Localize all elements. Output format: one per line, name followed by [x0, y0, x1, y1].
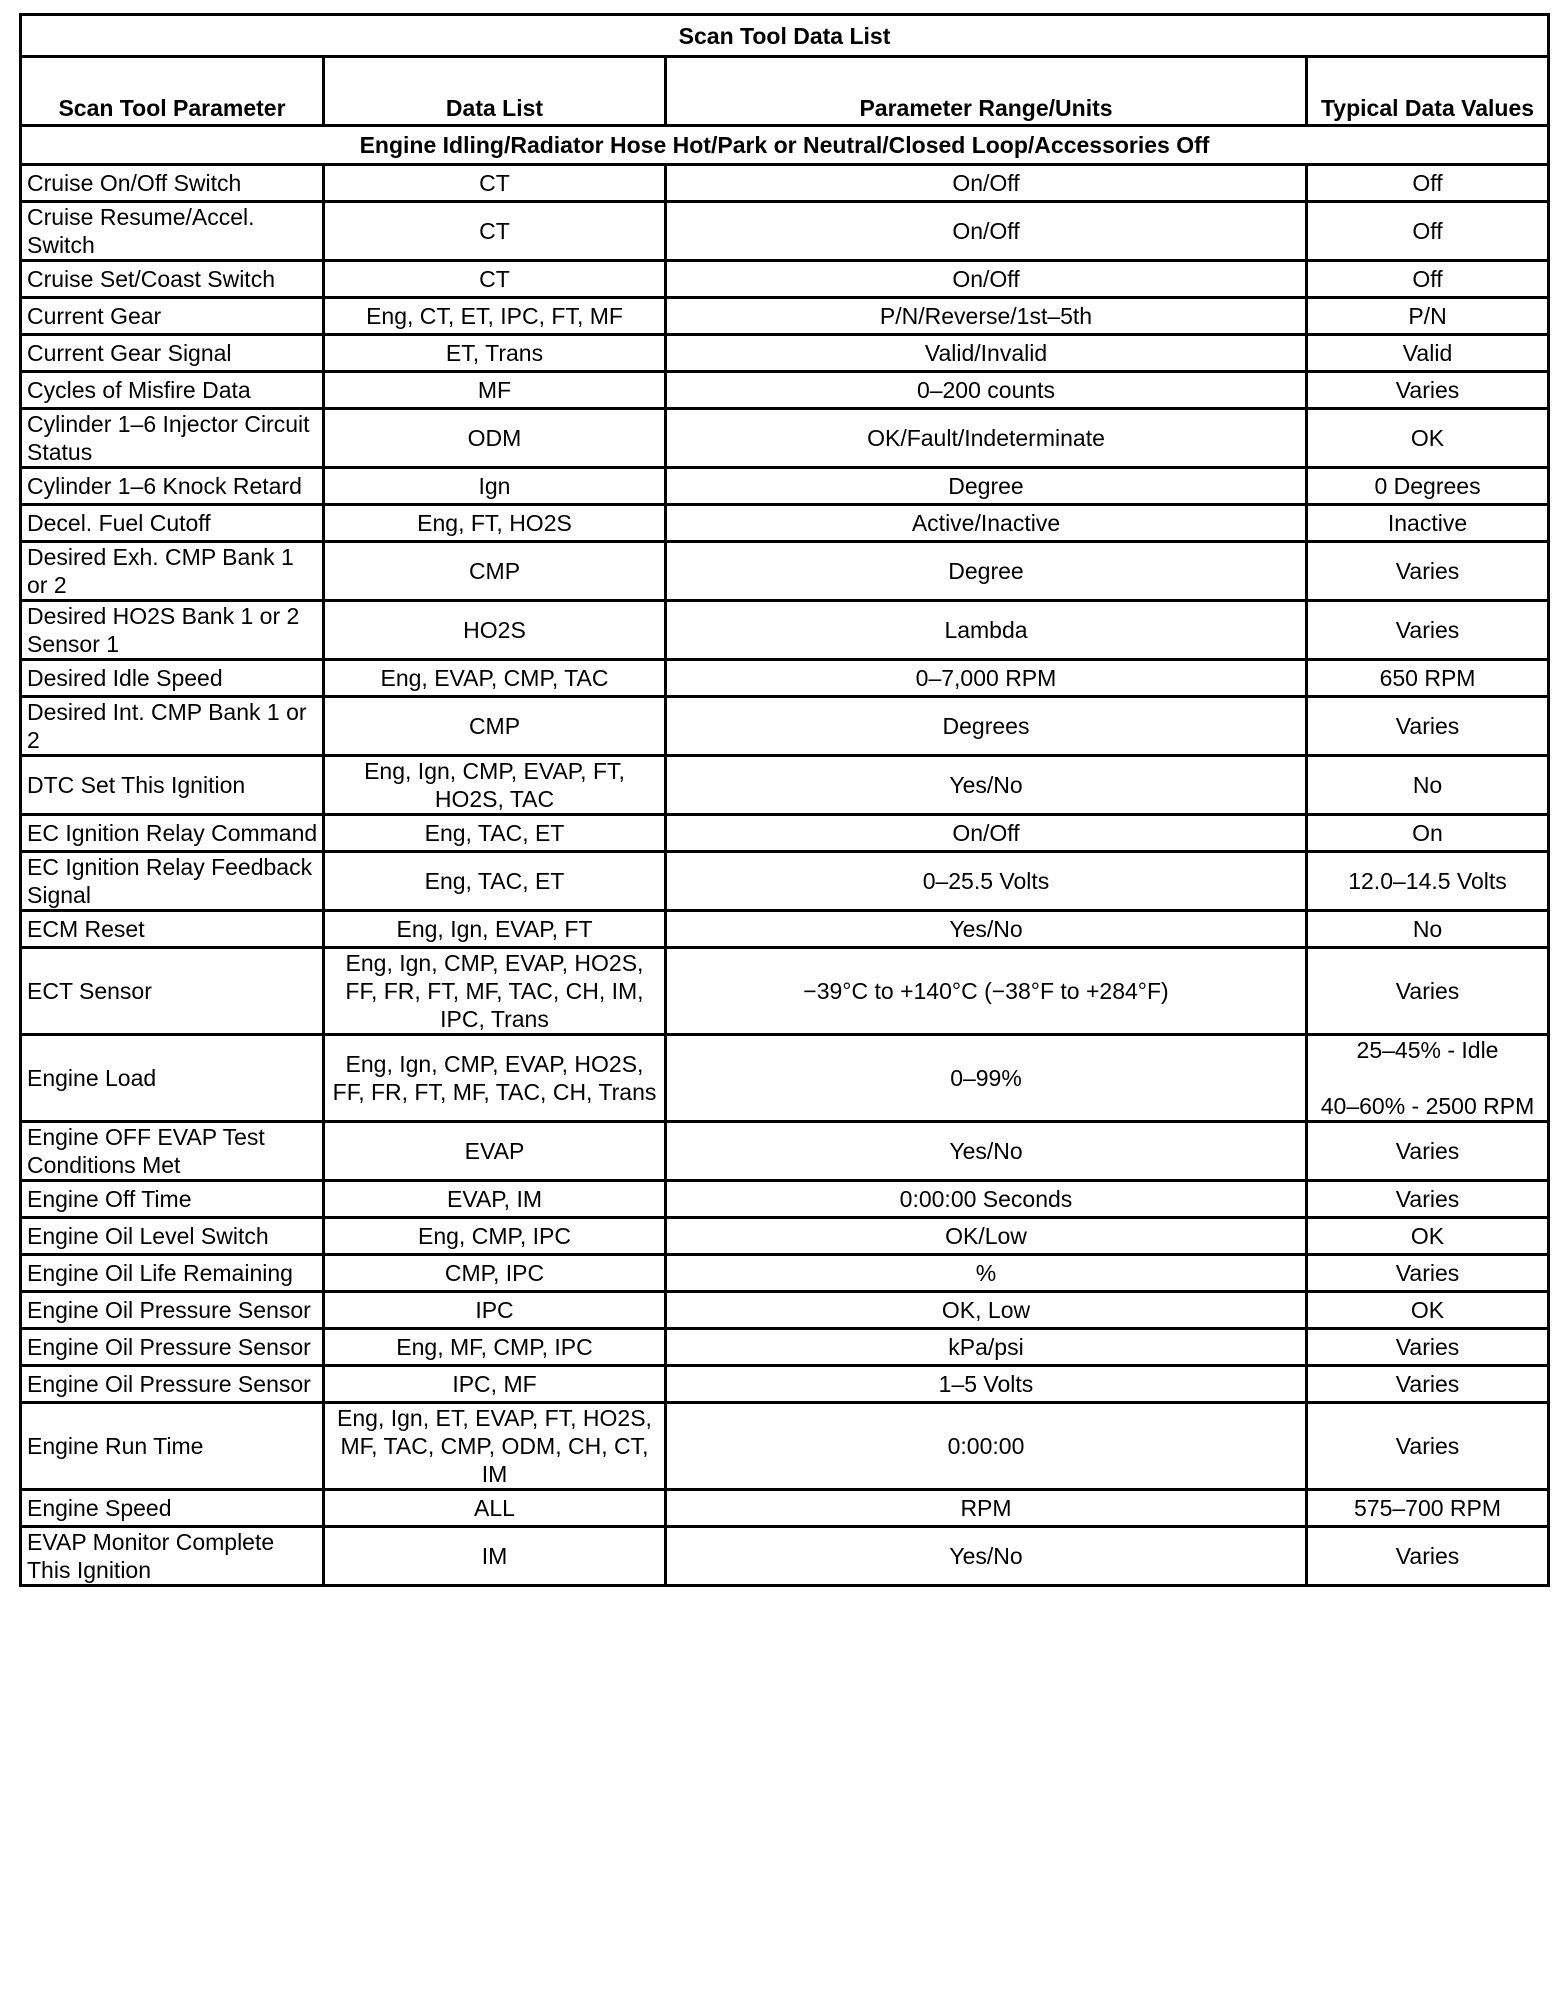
cell-typical-value: OK — [1307, 1218, 1549, 1255]
cell-range-units: 0:00:00 — [666, 1403, 1307, 1490]
table-row — [21, 660, 1549, 697]
cell-range-units: Yes/No — [666, 911, 1307, 948]
cell-typical-value: On — [1307, 815, 1549, 852]
cell-parameter: Cruise On/Off Switch — [21, 165, 324, 202]
cell-data-list: IM — [324, 1527, 666, 1586]
cell-range-units: 0–25.5 Volts — [666, 852, 1307, 911]
cell-typical-value: Varies — [1307, 697, 1549, 756]
cell-data-list: CMP, IPC — [324, 1255, 666, 1292]
table-row — [21, 1403, 1549, 1490]
cell-range-units: OK/Low — [666, 1218, 1307, 1255]
table-row — [21, 542, 1549, 601]
test-conditions: Engine Idling/Radiator Hose Hot/Park or Neutral/Closed Loop/Accessories Off — [21, 126, 1549, 165]
cell-data-list: MF — [324, 372, 666, 409]
table-row — [21, 409, 1549, 468]
cell-typical-value: Varies — [1307, 601, 1549, 660]
cell-typical-value: 0 Degrees — [1307, 468, 1549, 505]
cell-range-units: −39°C to +140°C (−38°F to +284°F) — [666, 948, 1307, 1035]
cell-typical-value: Varies — [1307, 1366, 1549, 1403]
table-row — [21, 1329, 1549, 1366]
table-row — [21, 261, 1549, 298]
cell-parameter: Cruise Set/Coast Switch — [21, 261, 324, 298]
table-row — [21, 1292, 1549, 1329]
header-parameter-range-units: Parameter Range/Units — [666, 57, 1307, 126]
cell-range-units: P/N/Reverse/1st–5th — [666, 298, 1307, 335]
cell-typical-value: Varies — [1307, 1255, 1549, 1292]
cell-parameter: Desired Idle Speed — [21, 660, 324, 697]
table-row — [21, 911, 1549, 948]
cell-parameter: Engine Speed — [21, 1490, 324, 1527]
cell-parameter: ECT Sensor — [21, 948, 324, 1035]
cell-data-list: CT — [324, 202, 666, 261]
cell-range-units: RPM — [666, 1490, 1307, 1527]
cell-data-list: HO2S — [324, 601, 666, 660]
cell-typical-value: No — [1307, 756, 1549, 815]
cell-range-units: Active/Inactive — [666, 505, 1307, 542]
cell-typical-value: Off — [1307, 261, 1549, 298]
header-scan-tool-parameter: Scan Tool Parameter — [21, 57, 324, 126]
cell-parameter: Desired HO2S Bank 1 or 2 Sensor 1 — [21, 601, 324, 660]
cell-data-list: Eng, Ign, CMP, EVAP, HO2S, FF, FR, FT, MF, TAC, CH, IM, IPC, Trans — [324, 948, 666, 1035]
cell-typical-value: Varies — [1307, 1527, 1549, 1586]
cell-parameter: DTC Set This Ignition — [21, 756, 324, 815]
cell-parameter: Engine Oil Level Switch — [21, 1218, 324, 1255]
header-typical-data-values: Typical Data Values — [1307, 57, 1549, 126]
table-row — [21, 601, 1549, 660]
table-row — [21, 298, 1549, 335]
cell-parameter: Engine OFF EVAP Test Conditions Met — [21, 1122, 324, 1181]
table-row — [21, 505, 1549, 542]
cell-parameter: Decel. Fuel Cutoff — [21, 505, 324, 542]
cell-parameter: Engine Run Time — [21, 1403, 324, 1490]
cell-parameter: Cylinder 1–6 Knock Retard — [21, 468, 324, 505]
cell-data-list: ODM — [324, 409, 666, 468]
cell-parameter: EC Ignition Relay Feedback Signal — [21, 852, 324, 911]
table-row — [21, 1255, 1549, 1292]
cell-range-units: Yes/No — [666, 1527, 1307, 1586]
cell-parameter: Engine Oil Pressure Sensor — [21, 1292, 324, 1329]
typical-value-spacer — [1312, 1064, 1543, 1092]
cell-range-units: Yes/No — [666, 1122, 1307, 1181]
table-row — [21, 1035, 1549, 1122]
typical-value-line: 25–45% - Idle — [1356, 1037, 1499, 1063]
cell-typical-value: Varies — [1307, 948, 1549, 1035]
cell-data-list: IPC — [324, 1292, 666, 1329]
cell-typical-value: 12.0–14.5 Volts — [1307, 852, 1549, 911]
table-row — [21, 1181, 1549, 1218]
cell-typical-value: Varies — [1307, 542, 1549, 601]
cell-typical-value: OK — [1307, 409, 1549, 468]
cell-range-units: 0–200 counts — [666, 372, 1307, 409]
cell-typical-value: Off — [1307, 202, 1549, 261]
cell-parameter: Desired Exh. CMP Bank 1 or 2 — [21, 542, 324, 601]
cell-parameter: Cylinder 1–6 Injector Circuit Status — [21, 409, 324, 468]
cell-data-list: IPC, MF — [324, 1366, 666, 1403]
cell-data-list: Eng, TAC, ET — [324, 852, 666, 911]
table-row — [21, 1122, 1549, 1181]
table-body — [21, 165, 1549, 1586]
cell-data-list: Eng, CMP, IPC — [324, 1218, 666, 1255]
cell-range-units: Valid/Invalid — [666, 335, 1307, 372]
cell-data-list: Eng, Ign, ET, EVAP, FT, HO2S, MF, TAC, CMP, ODM, CH, CT, IM — [324, 1403, 666, 1490]
cell-typical-value — [1307, 1035, 1549, 1122]
cell-range-units: 0–7,000 RPM — [666, 660, 1307, 697]
cell-range-units: On/Off — [666, 202, 1307, 261]
cell-typical-value: 575–700 RPM — [1307, 1490, 1549, 1527]
cell-data-list: EVAP, IM — [324, 1181, 666, 1218]
cell-range-units: On/Off — [666, 261, 1307, 298]
cell-data-list: Eng, TAC, ET — [324, 815, 666, 852]
cell-data-list: CT — [324, 165, 666, 202]
cell-data-list: CMP — [324, 542, 666, 601]
cell-data-list: Eng, Ign, CMP, EVAP, HO2S, FF, FR, FT, MF, TAC, CH, Trans — [324, 1035, 666, 1122]
cell-typical-value: P/N — [1307, 298, 1549, 335]
table-row — [21, 815, 1549, 852]
cell-range-units: On/Off — [666, 815, 1307, 852]
cell-data-list: CMP — [324, 697, 666, 756]
cell-range-units: kPa/psi — [666, 1329, 1307, 1366]
cell-typical-value: Varies — [1307, 1403, 1549, 1490]
cell-range-units: Lambda — [666, 601, 1307, 660]
cell-parameter: Desired Int. CMP Bank 1 or 2 — [21, 697, 324, 756]
scan-tool-data-table — [19, 13, 1550, 1587]
cell-data-list: Eng, MF, CMP, IPC — [324, 1329, 666, 1366]
table-row — [21, 165, 1549, 202]
table-row — [21, 1218, 1549, 1255]
cell-parameter: Engine Oil Life Remaining — [21, 1255, 324, 1292]
table-row — [21, 468, 1549, 505]
cell-range-units: Degree — [666, 468, 1307, 505]
typical-value-line: 40–60% - 2500 RPM — [1320, 1093, 1535, 1119]
cell-typical-value: Varies — [1307, 1122, 1549, 1181]
cell-data-list: Eng, Ign, CMP, EVAP, FT, HO2S, TAC — [324, 756, 666, 815]
table-row — [21, 1366, 1549, 1403]
cell-parameter: ECM Reset — [21, 911, 324, 948]
cell-parameter: Current Gear Signal — [21, 335, 324, 372]
cell-parameter: Engine Off Time — [21, 1181, 324, 1218]
cell-parameter: Engine Oil Pressure Sensor — [21, 1366, 324, 1403]
cell-parameter: Engine Load — [21, 1035, 324, 1122]
cell-parameter: Cruise Resume/Accel. Switch — [21, 202, 324, 261]
cell-typical-value: Varies — [1307, 1329, 1549, 1366]
table-title: Scan Tool Data List — [21, 15, 1549, 57]
table-row — [21, 948, 1549, 1035]
cell-parameter: Engine Oil Pressure Sensor — [21, 1329, 324, 1366]
cell-range-units: On/Off — [666, 165, 1307, 202]
cell-parameter: Current Gear — [21, 298, 324, 335]
cell-typical-value: OK — [1307, 1292, 1549, 1329]
cell-range-units: 1–5 Volts — [666, 1366, 1307, 1403]
cell-typical-value: Valid — [1307, 335, 1549, 372]
table-row — [21, 1490, 1549, 1527]
cell-range-units: Yes/No — [666, 756, 1307, 815]
cell-data-list: Eng, EVAP, CMP, TAC — [324, 660, 666, 697]
table-row — [21, 697, 1549, 756]
cell-range-units: 0:00:00 Seconds — [666, 1181, 1307, 1218]
cell-typical-value: No — [1307, 911, 1549, 948]
cell-parameter: EC Ignition Relay Command — [21, 815, 324, 852]
table-row — [21, 1527, 1549, 1586]
cell-data-list: ET, Trans — [324, 335, 666, 372]
cell-typical-value: Varies — [1307, 1181, 1549, 1218]
table-row — [21, 372, 1549, 409]
cell-data-list: Eng, FT, HO2S — [324, 505, 666, 542]
cell-typical-value: 650 RPM — [1307, 660, 1549, 697]
cell-range-units: OK/Fault/Indeterminate — [666, 409, 1307, 468]
table-row — [21, 335, 1549, 372]
cell-data-list: Eng, Ign, EVAP, FT — [324, 911, 666, 948]
cell-range-units: Degree — [666, 542, 1307, 601]
cell-typical-value: Off — [1307, 165, 1549, 202]
cell-range-units: % — [666, 1255, 1307, 1292]
cell-data-list: Ign — [324, 468, 666, 505]
cell-data-list: Eng, CT, ET, IPC, FT, MF — [324, 298, 666, 335]
cell-parameter: EVAP Monitor Complete This Ignition — [21, 1527, 324, 1586]
cell-parameter: Cycles of Misfire Data — [21, 372, 324, 409]
table-row — [21, 852, 1549, 911]
cell-range-units: Degrees — [666, 697, 1307, 756]
cell-data-list: CT — [324, 261, 666, 298]
cell-range-units: 0–99% — [666, 1035, 1307, 1122]
table-row — [21, 756, 1549, 815]
cell-data-list: ALL — [324, 1490, 666, 1527]
cell-data-list: EVAP — [324, 1122, 666, 1181]
table-row — [21, 202, 1549, 261]
cell-typical-value: Inactive — [1307, 505, 1549, 542]
header-data-list: Data List — [324, 57, 666, 126]
cell-range-units: OK, Low — [666, 1292, 1307, 1329]
cell-typical-value: Varies — [1307, 372, 1549, 409]
